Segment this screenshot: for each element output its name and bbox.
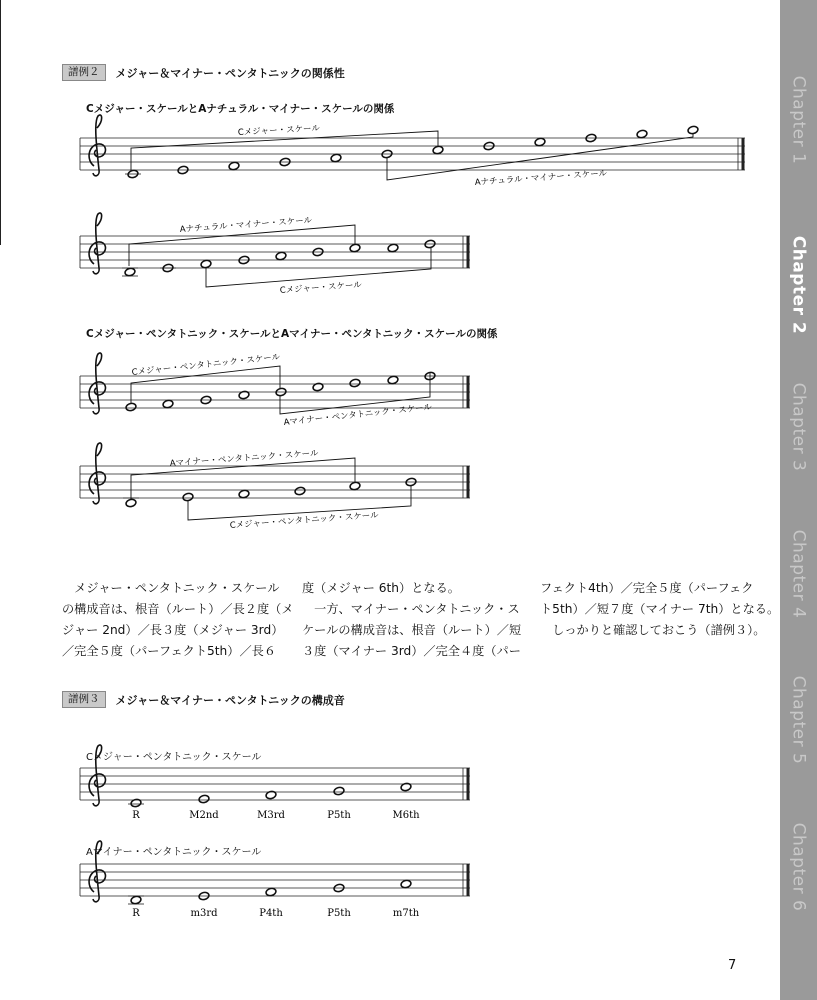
staff3-label-top: Cメジャー・ペンタトニック・スケール bbox=[131, 352, 281, 378]
example3-caption-2: Aマイナー・ペンタトニック・スケール bbox=[86, 847, 262, 858]
text-line: ジャー 2nd）／長３度（メジャー 3rd） bbox=[62, 623, 284, 637]
body-column-1 bbox=[62, 578, 294, 662]
text-line: ケールの構成音は、根音（ルート）／短 bbox=[302, 623, 522, 637]
example2-caption-2: Cメジャー・ペンタトニック・スケールとAマイナー・ペンタトニック・スケールの関係 bbox=[86, 328, 498, 340]
text-line: ／完全５度（パーフェクト5th）／長６ bbox=[62, 644, 277, 658]
example3-caption-1: Cメジャー・ペンタトニック・スケール bbox=[86, 752, 262, 763]
chapter-tab-2[interactable]: Chapter 2 bbox=[788, 235, 809, 335]
text-line: フェクト4th）／完全５度（パーフェク bbox=[540, 581, 754, 595]
chapter-tab-4[interactable]: Chapter 4 bbox=[788, 529, 809, 619]
text-line: ３度（マイナー 3rd）／完全４度（パー bbox=[302, 644, 521, 658]
staff-3 bbox=[80, 352, 470, 428]
example3-heading bbox=[62, 691, 345, 708]
staff2-label-top: Aナチュラル・マイナー・スケール bbox=[179, 215, 313, 235]
interval-label: m7th bbox=[392, 908, 420, 919]
example2-title: メジャー＆マイナー・ペンタトニックの関係性 bbox=[115, 66, 345, 80]
text-line: ト5th）／短７度（マイナー 7th）となる。 bbox=[540, 602, 780, 616]
staff1-label-top: Cメジャー・スケール bbox=[237, 123, 321, 138]
staff4-label-bottom: Cメジャー・ペンタトニック・スケール bbox=[229, 510, 379, 531]
interval-label: P5th bbox=[327, 810, 351, 821]
interval-label: R bbox=[132, 908, 140, 919]
interval-label: M2nd bbox=[189, 810, 219, 821]
chapter-tab-1[interactable]: Chapter 1 bbox=[788, 75, 809, 165]
interval-label: M6th bbox=[392, 810, 420, 821]
interval-label: R bbox=[132, 810, 140, 821]
body-column-2 bbox=[302, 578, 521, 662]
staff-4 bbox=[80, 443, 470, 531]
text-line: の構成音は、根音（ルート）／長２度（メ bbox=[62, 602, 294, 616]
chapter-tab-5[interactable]: Chapter 5 bbox=[788, 675, 809, 765]
page-number: 7 bbox=[728, 958, 737, 973]
interval-label: m3rd bbox=[190, 908, 218, 919]
body-column-3 bbox=[540, 578, 779, 641]
text-line: メジャー・ペンタトニック・スケール bbox=[62, 581, 280, 595]
example3-title: メジャー＆マイナー・ペンタトニックの構成音 bbox=[115, 693, 345, 707]
interval-label: P4th bbox=[259, 908, 283, 919]
example3-badge: 譜例３ bbox=[62, 691, 106, 708]
staff2-label-bottom: Cメジャー・スケール bbox=[279, 280, 363, 296]
interval-label: M3rd bbox=[257, 810, 285, 821]
example2-badge: 譜例２ bbox=[62, 64, 106, 81]
interval-label: P5th bbox=[327, 908, 351, 919]
staff4-label-top: Aマイナー・ペンタトニック・スケール bbox=[169, 448, 319, 469]
text-line: 度（メジャー 6th）となる。 bbox=[302, 581, 460, 595]
text-line: しっかりと確認しておこう（譜例３）。 bbox=[540, 623, 766, 637]
staff-1 bbox=[80, 115, 745, 188]
staff1-label-bottom: Aナチュラル・マイナー・スケール bbox=[474, 168, 608, 188]
text-line: 一方、マイナー・ペンタトニック・ス bbox=[302, 602, 520, 616]
staff3-label-bottom: Aマイナー・ペンタトニック・スケール bbox=[283, 402, 433, 428]
chapter-tab-6[interactable]: Chapter 6 bbox=[788, 822, 809, 912]
example2-caption-1: Cメジャー・スケールとAナチュラル・マイナー・スケールの関係 bbox=[86, 103, 395, 115]
chapter-tab-3[interactable]: Chapter 3 bbox=[788, 382, 809, 472]
staff-2 bbox=[80, 213, 470, 296]
